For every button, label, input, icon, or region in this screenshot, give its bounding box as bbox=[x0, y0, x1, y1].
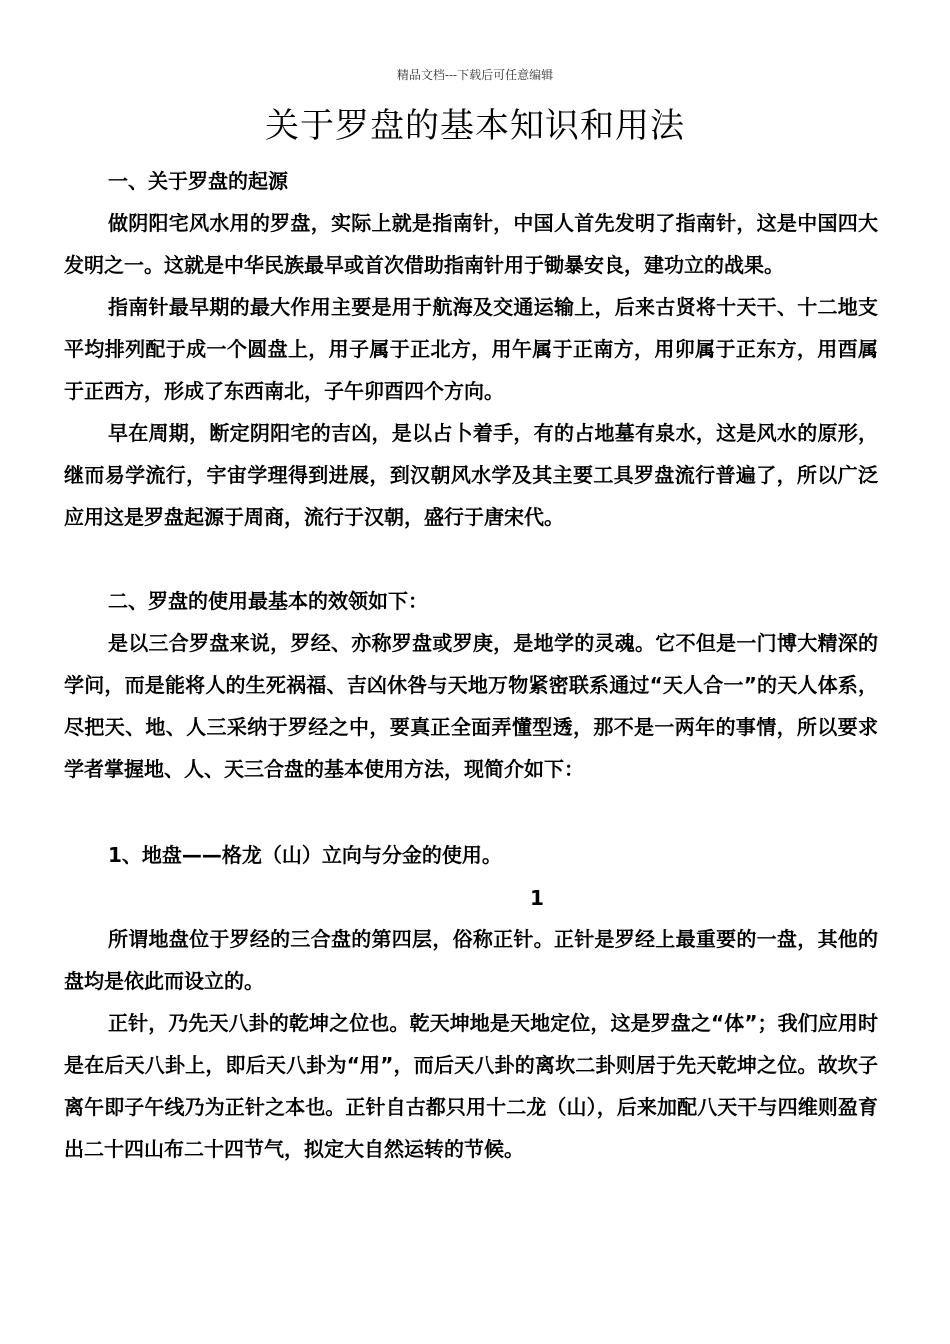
section-heading-origin: 一、关于罗盘的起源 bbox=[108, 169, 288, 193]
paragraph-1: 做阴阳宅风水用的罗盘，实际上就是指南针，中国人首先发明了指南针，这是中国四大发明之一。这就是中华民族最早或首次借助指南针用于锄暴安良，建功立的战果。 bbox=[64, 211, 878, 277]
document-title: 关于罗盘的基本知识和用法 bbox=[265, 106, 685, 146]
page-number: 1 bbox=[530, 886, 544, 910]
paragraph-6: 正针，乃先天八卦的乾坤之位也。乾天坤地是天地定位，这是罗盘之“体”；我们应用时是在后天八卦上，即后天八卦为“用”，而后天八卦的离坎二卦则居于先天乾坤之位。故坎子离午即子午线乃为正针之本也。正针自古都只用十二龙（山），后来加配八天干与四维则盈育出二十四山布二十四节气，拟定大自然运转的节候。 bbox=[64, 1011, 878, 1161]
paragraph-2: 指南针最早期的最大作用主要是用于航海及交通运输上，后来古贤将十天干、十二地支平均排列配于成一个圆盘上，用子属于正北方，用午属于正南方，用卯属于正东方，用酉属于正西方，形成了东西南北，子午卯酉四个方向。 bbox=[64, 295, 878, 403]
paragraph-4: 是以三合罗盘来说，罗经、亦称罗盘或罗庚，是地学的灵魂。它不但是一门博大精深的学问，而是能将人的生死祸福、吉凶休咎与天地万物紧密联系通过“天人合一”的天人体系，尽把天、地、人三采纳于罗经之中，要真正全面弄懂型透，那不是一两年的事情，所以要求学者掌握地、人、天三合盘的基本使用方法，现简介如下： bbox=[64, 631, 878, 781]
subsection-earth-plate-body bbox=[64, 918, 878, 1170]
header-note: 精品文档---下载后可任意编辑 bbox=[396, 68, 554, 82]
section-heading-usage: 二、罗盘的使用最基本的效领如下： bbox=[108, 589, 428, 613]
subsection-heading-earth-plate: 1、地盘——格龙（山）立向与分金的使用。 bbox=[108, 843, 502, 867]
section-origin-body bbox=[64, 202, 878, 538]
paragraph-3: 早在周期，断定阴阳宅的吉凶，是以占卜着手，有的占地墓有泉水，这是风水的原形，继而易学流行，宇宙学理得到进展，到汉朝风水学及其主要工具罗盘流行普遍了，所以广泛应用这是罗盘起源于周商，流行于汉朝，盛行于唐宋代。 bbox=[64, 421, 878, 529]
section-usage-body bbox=[64, 622, 878, 790]
paragraph-5: 所谓地盘位于罗经的三合盘的第四层，俗称正针。正针是罗经上最重要的一盘，其他的盘均是依此而设立的。 bbox=[64, 927, 878, 993]
